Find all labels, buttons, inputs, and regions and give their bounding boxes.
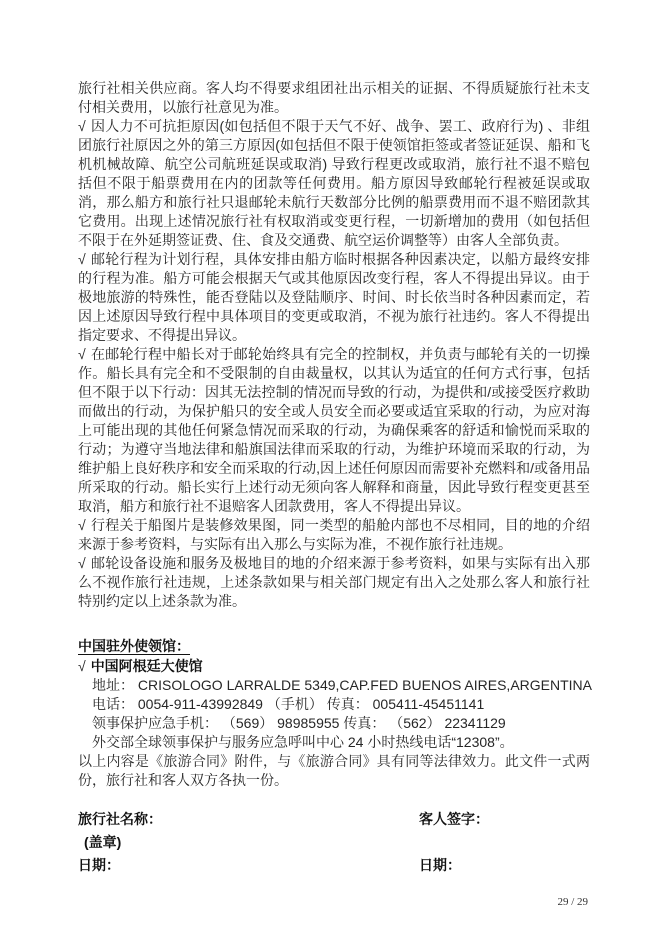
checkmark-icon: √	[78, 118, 86, 134]
term-item-itinerary-plan	[78, 250, 590, 345]
checkmark-icon: √	[78, 346, 86, 362]
term-item-ship-photos	[78, 516, 590, 554]
embassy-address: 地址： CRISOLOGO LARRALDE 5349,CAP.FED BUENOS AIRES,ARGENTINA	[92, 677, 592, 693]
checkmark-icon: √	[78, 251, 86, 267]
embassy-phone: 电话： 0054-911-43992849 （手机） 传真： 005411-45451141	[92, 696, 485, 712]
guest-signature-label: 客人签字：	[419, 811, 489, 827]
term-item-captain-authority	[78, 345, 590, 516]
checkmark-icon: √	[78, 517, 86, 533]
checkmark-icon: √	[78, 658, 86, 674]
checkmark-icon: √	[78, 555, 86, 571]
embassy-section	[78, 611, 590, 752]
term-text: 在邮轮行程中船长对于邮轮始终具有完全的控制权，并负责与邮轮有关的一切操作。船长具有完全和不受限制的自由裁量权，以其认为适宜的任何方式行事，包括但不限于以下行动：因其无法控制的情况而导致的行动，为提供和/或接受医疗救助而做出的行动，为保护船只的安全或人员安全而必要或适宜采取的行动，为应对海上可能出现的其他任何紧急情况而采取的行动，为确保乘客的舒适和愉悦而采取的行动；为遵守当地法律和船旗国法律而采取的行动，为维护环境而采取的行动，为维护船上良好秩序和安全而采取的行动,因上述任何原因而需要补充燃料和/或备用品所采取的行动。船长实行上述行动无须向客人解释和商量，因此导致行程变更甚至取消，船方和旅行社不退赔客人团款费用，客人不得提出异议。	[78, 346, 590, 514]
embassy-name: 中国阿根廷大使馆	[90, 658, 203, 674]
term-text: 因人力不可抗拒原因(如包括但不限于天气不好、战争、罢工、政府行为) 、非组团旅行社原因之外的第三方原因(如包括但不限于使领馆拒签或者签证延误、船和飞机机械故障、航空公司航班延误或取消) 导致行程更改或取消，旅行社不退不赔包括但不限于船票费用在内的团款等任何费用。船方原因导致邮轮行程被延误或取消，那么船方和旅行社只退邮轮未航行天数部分比例的船票费用而不退不赔团款其它费用。出现上述情况旅行社有权取消或变更行程，一切新增加的费用（如包括但不限于在外延期签证费、住、食及交通费、航空运价调整等）由客人全部负责。	[78, 118, 590, 248]
embassy-name-row	[78, 657, 590, 676]
term-text: 行程关于船图片是装修效果图，同一类型的船舱内部也不尽相同，目的地的介绍来源于参考资料，与实际有出入那么与实际为准，不视作旅行社违规。	[78, 517, 590, 552]
term-item-force-majeure	[78, 117, 590, 250]
page-number: 29 / 29	[557, 896, 588, 908]
closing-paragraph: 以上内容是《旅游合同》附件，与《旅游合同》具有同等法律效力。此文件一式两份，旅行社和客人双方各执一份。	[78, 753, 590, 788]
embassy-hotline: 外交部全球领事保护与服务应急呼叫中心 24 小时热线电话“12308”。	[92, 734, 514, 750]
embassy-emergency-phone: 领事保护应急手机： （569） 98985955 传真： （562） 22341129	[92, 715, 506, 731]
agency-date-label: 日期：	[78, 857, 120, 873]
term-text: 邮轮行程为计划行程，具体安排由船方临时根据各种因素决定，以船方最终安排的行程为准。船方可能会根据天气或其他原因改变行程，客人不得提出异议。由于极地旅游的特殊性，能否登陆以及登陆顺序、时间、时长依当时各种因素而定，若因上述原因导致行程中具体项目的变更或取消，不视为旅行社违约。客人不得提出指定要求、不得提出异议。	[78, 251, 590, 343]
embassy-details	[78, 676, 590, 752]
paragraph-continuation: 旅行社相关供应商。客人均不得要求组团社出示相关的证据、不得质疑旅行社未支付相关费用，以旅行社意见为准。	[78, 80, 590, 115]
term-item-facilities	[78, 554, 590, 611]
signature-spacer	[419, 831, 590, 854]
term-text: 邮轮设备设施和服务及极地目的地的介绍来源于参考资料，如果与实际有出入那么不视作旅行社违规，上述条款如果与相关部门规定有出入之处那么客人和旅行社特别约定以上述条款为准。	[78, 555, 590, 609]
guest-date-label: 日期：	[419, 857, 461, 873]
signature-block	[78, 808, 590, 877]
document-content	[78, 79, 590, 877]
agency-name-label: 旅行社名称：	[78, 811, 162, 827]
seal-label: (盖章)	[84, 834, 122, 850]
embassy-section-heading: 中国驻外使领馆：	[78, 638, 190, 654]
